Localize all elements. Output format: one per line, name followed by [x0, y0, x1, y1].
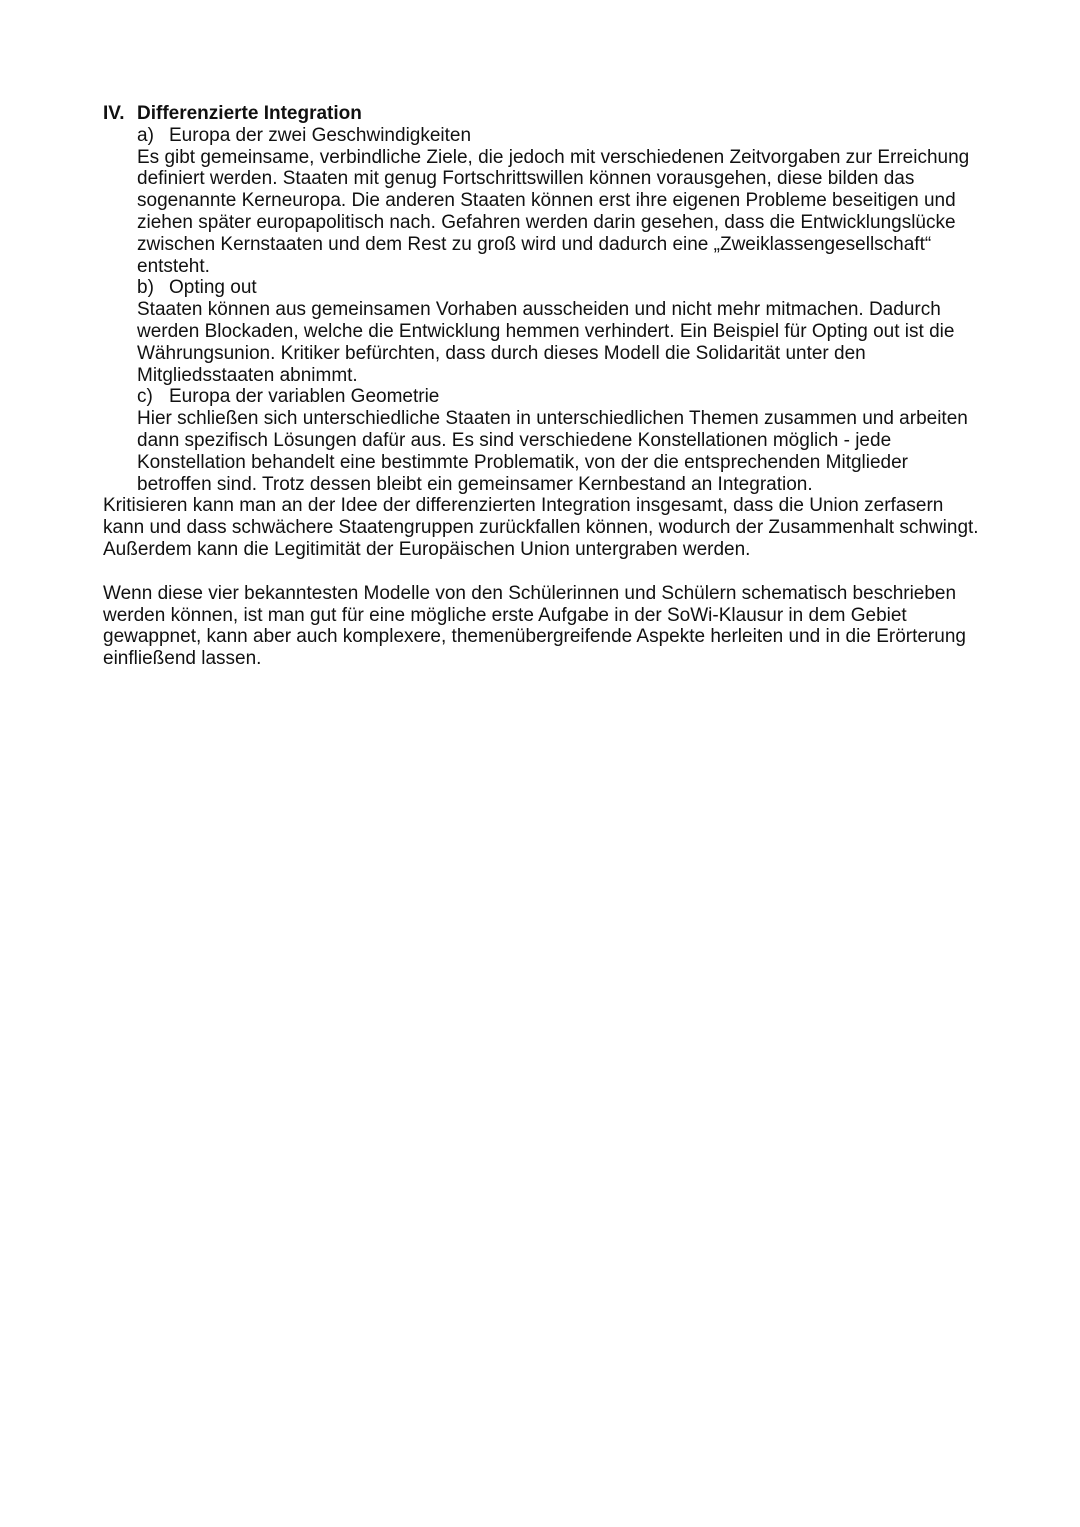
- list-item-title: Europa der zwei Geschwindigkeiten: [169, 124, 472, 146]
- list-item-title: Opting out: [169, 277, 257, 299]
- conclusion-paragraph: Wenn diese vier bekanntesten Modelle von den Schülerinnen und Schülern schematisch beschrieben werden können, ist man gut für eine mögliche erste Aufgabe in der SoWi-Klausur in dem Gebiet gewappnet, kann aber auch komplexere, themenübergreifende Aspekte herleiten und in die Erörterung einfließend lassen.: [103, 582, 966, 670]
- list-item: [137, 125, 983, 278]
- section-heading: [103, 103, 983, 125]
- critique-paragraph: Kritisieren kann man an der Idee der differenzierten Integration insgesamt, dass die Union zerfasern kann und dass schwächere Staatengruppen zurückfallen können, wodurch der Zusammenhalt schwingt. Außerdem kann die Legitimität der Europäischen Union untergraben werden.: [103, 495, 979, 560]
- section-title: Differenzierte Integration: [137, 103, 362, 124]
- list-item: [137, 386, 983, 495]
- list-item-heading: [137, 386, 983, 408]
- list-item-text: Hier schließen sich unterschiedliche Staaten in unterschiedlichen Themen zusammen und arbeiten dann spezifisch Lösungen dafür aus. Es sind verschiedene Konstellationen möglich - jede Konstellation behandelt eine bestimmte Problematik, von der die entsprechenden Mitglieder betroffen sind. Trotz dessen bleibt ein gemeinsamer Kernbestand an Integration.: [137, 408, 968, 495]
- list-item-letter: b): [137, 277, 154, 299]
- list-item-letter: c): [137, 386, 153, 408]
- document-page: [103, 103, 983, 670]
- list-item-heading: [137, 125, 983, 147]
- list-item-letter: a): [137, 124, 154, 146]
- list-item-text: Staaten können aus gemeinsamen Vorhaben ausscheiden und nicht mehr mitmachen. Dadurch werden Blockaden, welche die Entwicklung hemmen verhindert. Ein Beispiel für Opting out ist die Währungsunion. Kritiker befürchten, dass durch dieses Modell die Solidarität unter den Mitgliedsstaaten abnimmt.: [137, 299, 955, 386]
- list-item-text: Es gibt gemeinsame, verbindliche Ziele, die jedoch mit verschiedenen Zeitvorgaben zur Erreichung definiert werden. Staaten mit genug Fortschrittswillen können vorausgehen, diese bilden das sogenannte Kerneuropa. Die anderen Staaten können erst ihre eigenen Probleme beseitigen und ziehen später europapolitisch nach. Gefahren werden darin gesehen, dass die Entwicklungslücke zwischen Kernstaaten und dem Rest zu groß wird und dadurch eine „Zweiklassengesellschaft“ entsteht.: [137, 146, 970, 277]
- section-number: IV.: [103, 103, 125, 124]
- list-item: [137, 277, 983, 386]
- paragraph-spacer: [103, 561, 983, 583]
- list-item-heading: [137, 277, 983, 299]
- model-list: [137, 125, 983, 496]
- list-item-title: Europa der variablen Geometrie: [169, 386, 440, 408]
